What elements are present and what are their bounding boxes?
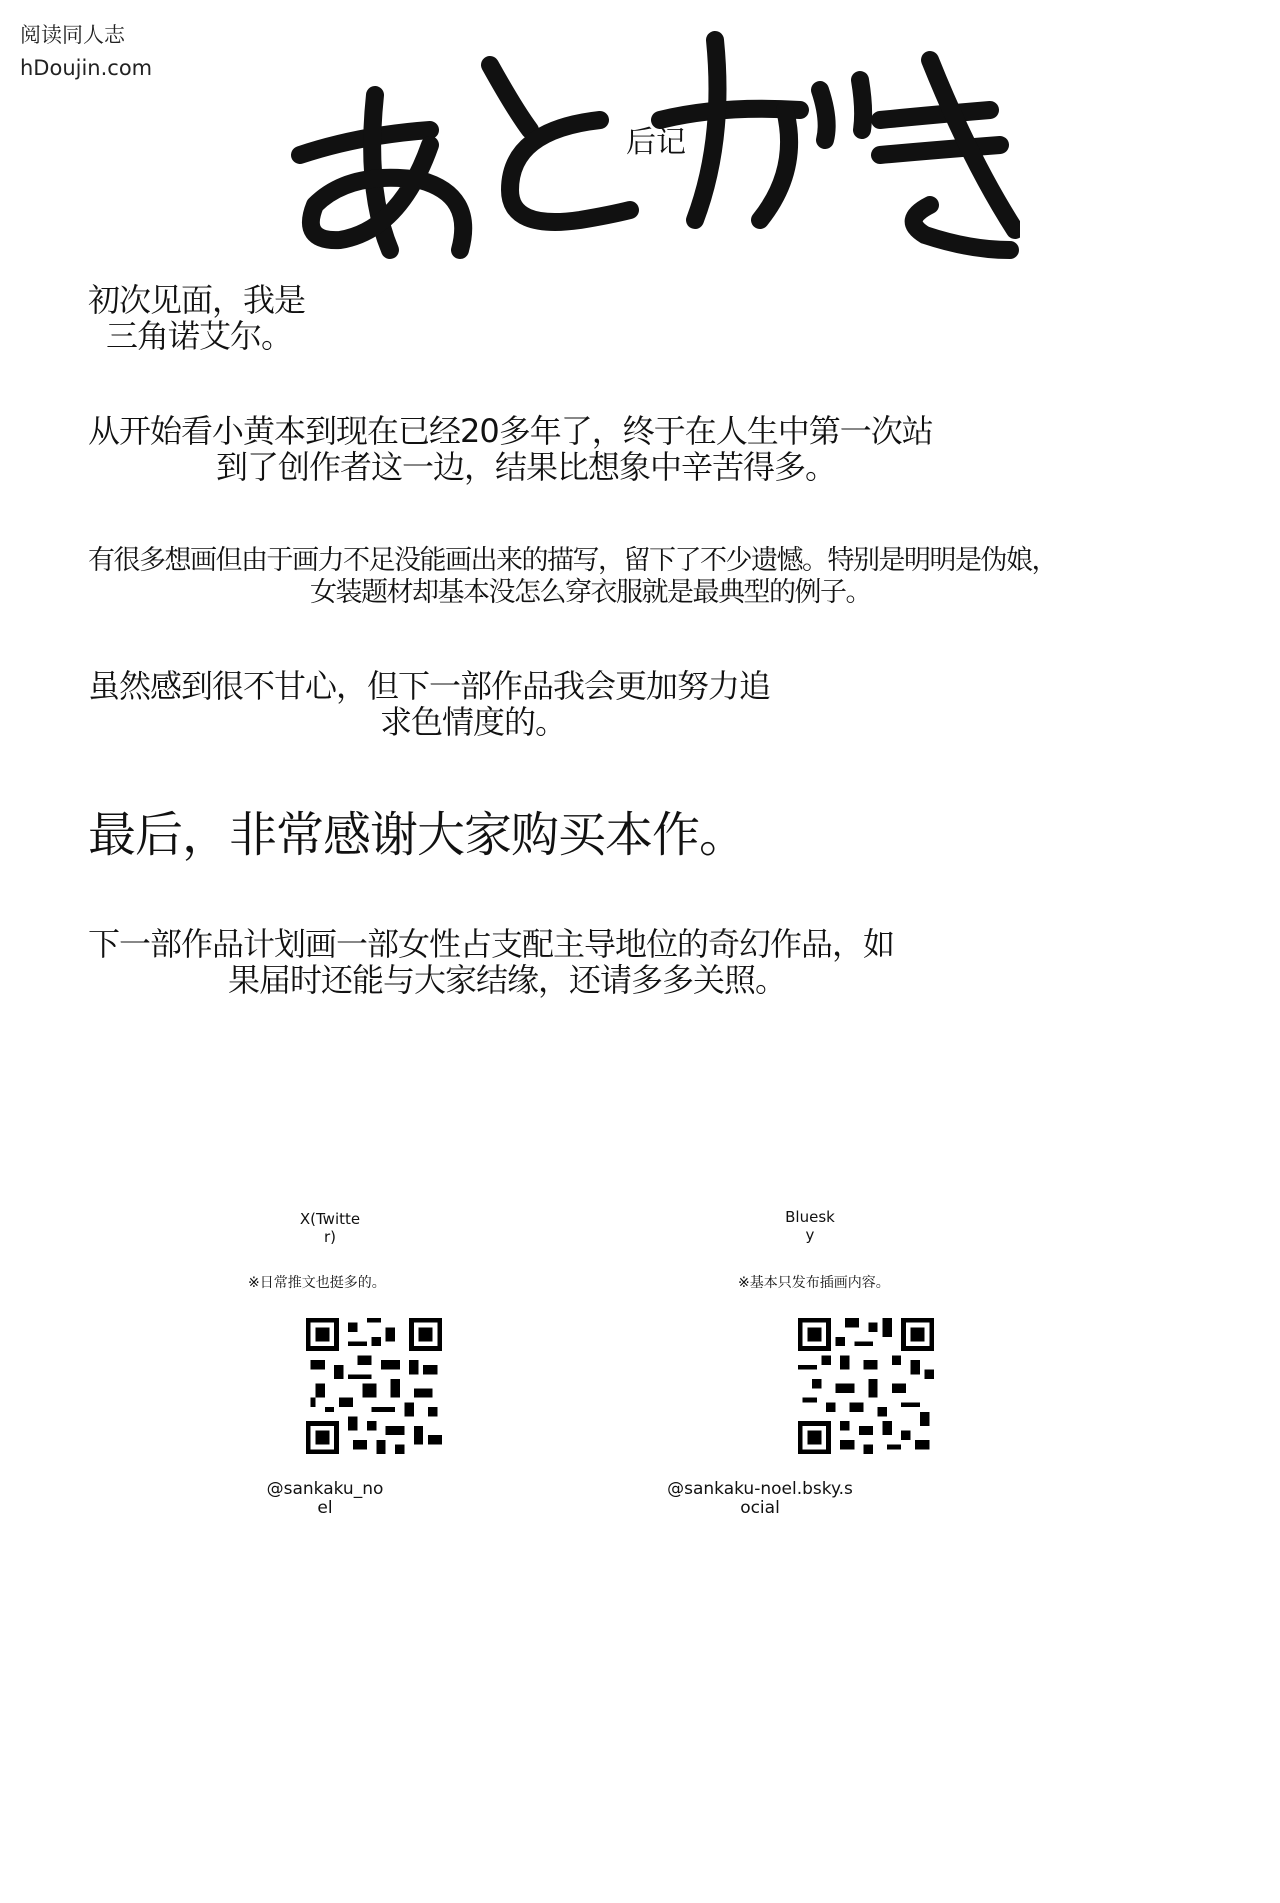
social-name-line: y: [805, 1226, 815, 1244]
handle-line: el: [317, 1498, 333, 1518]
watermark-url: hDoujin.com: [20, 56, 153, 80]
paragraph-line: 果届时还能与大家结缘，还请多多关照。: [228, 961, 787, 999]
qr-code-icon[interactable]: [798, 1318, 934, 1454]
social-x-name: [280, 1210, 380, 1246]
paragraph-line: 虽然感到很不甘心，但下一部作品我会更加努力追: [88, 667, 771, 705]
paragraph-regrets: [88, 545, 1057, 609]
social-name-line: r): [323, 1228, 337, 1246]
social-name-line: X(Twitte: [299, 1210, 361, 1228]
paragraph-line: 到了创作者这一边，结果比想象中辛苦得多。: [216, 448, 837, 486]
paragraph-line: 从开始看小黄本到现在已经20多年了，终于在人生中第一次站: [88, 412, 933, 450]
social-x-handle[interactable]: [255, 1480, 395, 1518]
paragraph-thanks: [88, 808, 746, 862]
social-name-line: Bluesk: [785, 1208, 835, 1226]
paragraph-greeting: [88, 282, 305, 354]
social-bluesky-note: ※基本只发布插画内容。: [738, 1275, 890, 1291]
qr-code-icon[interactable]: [306, 1318, 442, 1454]
paragraph-line: 女装题材却基本没怎么穿衣服就是最典型的例子。: [310, 577, 871, 608]
paragraph-intro: [88, 413, 933, 485]
paragraph-line: 下一部作品计划画一部女性占支配主导地位的奇幻作品，如: [88, 925, 895, 963]
social-bluesky-name: [765, 1208, 855, 1244]
paragraph-line: 初次见面，我是: [88, 281, 306, 319]
paragraph-line: 有很多想画但由于画力不足没能画出来的描写，留下了不少遗憾。特别是明明是伪娘，: [88, 545, 1057, 576]
paragraph-line: 三角诺艾尔。: [106, 317, 293, 355]
paragraph-next-work: [88, 926, 894, 998]
paragraph-next-effort: [88, 668, 770, 740]
handle-line: ocial: [740, 1498, 780, 1518]
watermark-site-name: 阅读同人志: [20, 23, 125, 47]
social-bluesky-handle[interactable]: [655, 1480, 865, 1518]
handle-line: @sankaku_no: [266, 1479, 384, 1499]
paragraph-line: 最后，非常感谢大家购买本作。: [88, 807, 747, 863]
paragraph-line: 求色情度的。: [380, 703, 567, 741]
handle-line: @sankaku-noel.bsky.s: [667, 1479, 853, 1499]
social-x-note: ※日常推文也挺多的。: [248, 1275, 386, 1291]
title-translation: 后记: [626, 125, 686, 160]
